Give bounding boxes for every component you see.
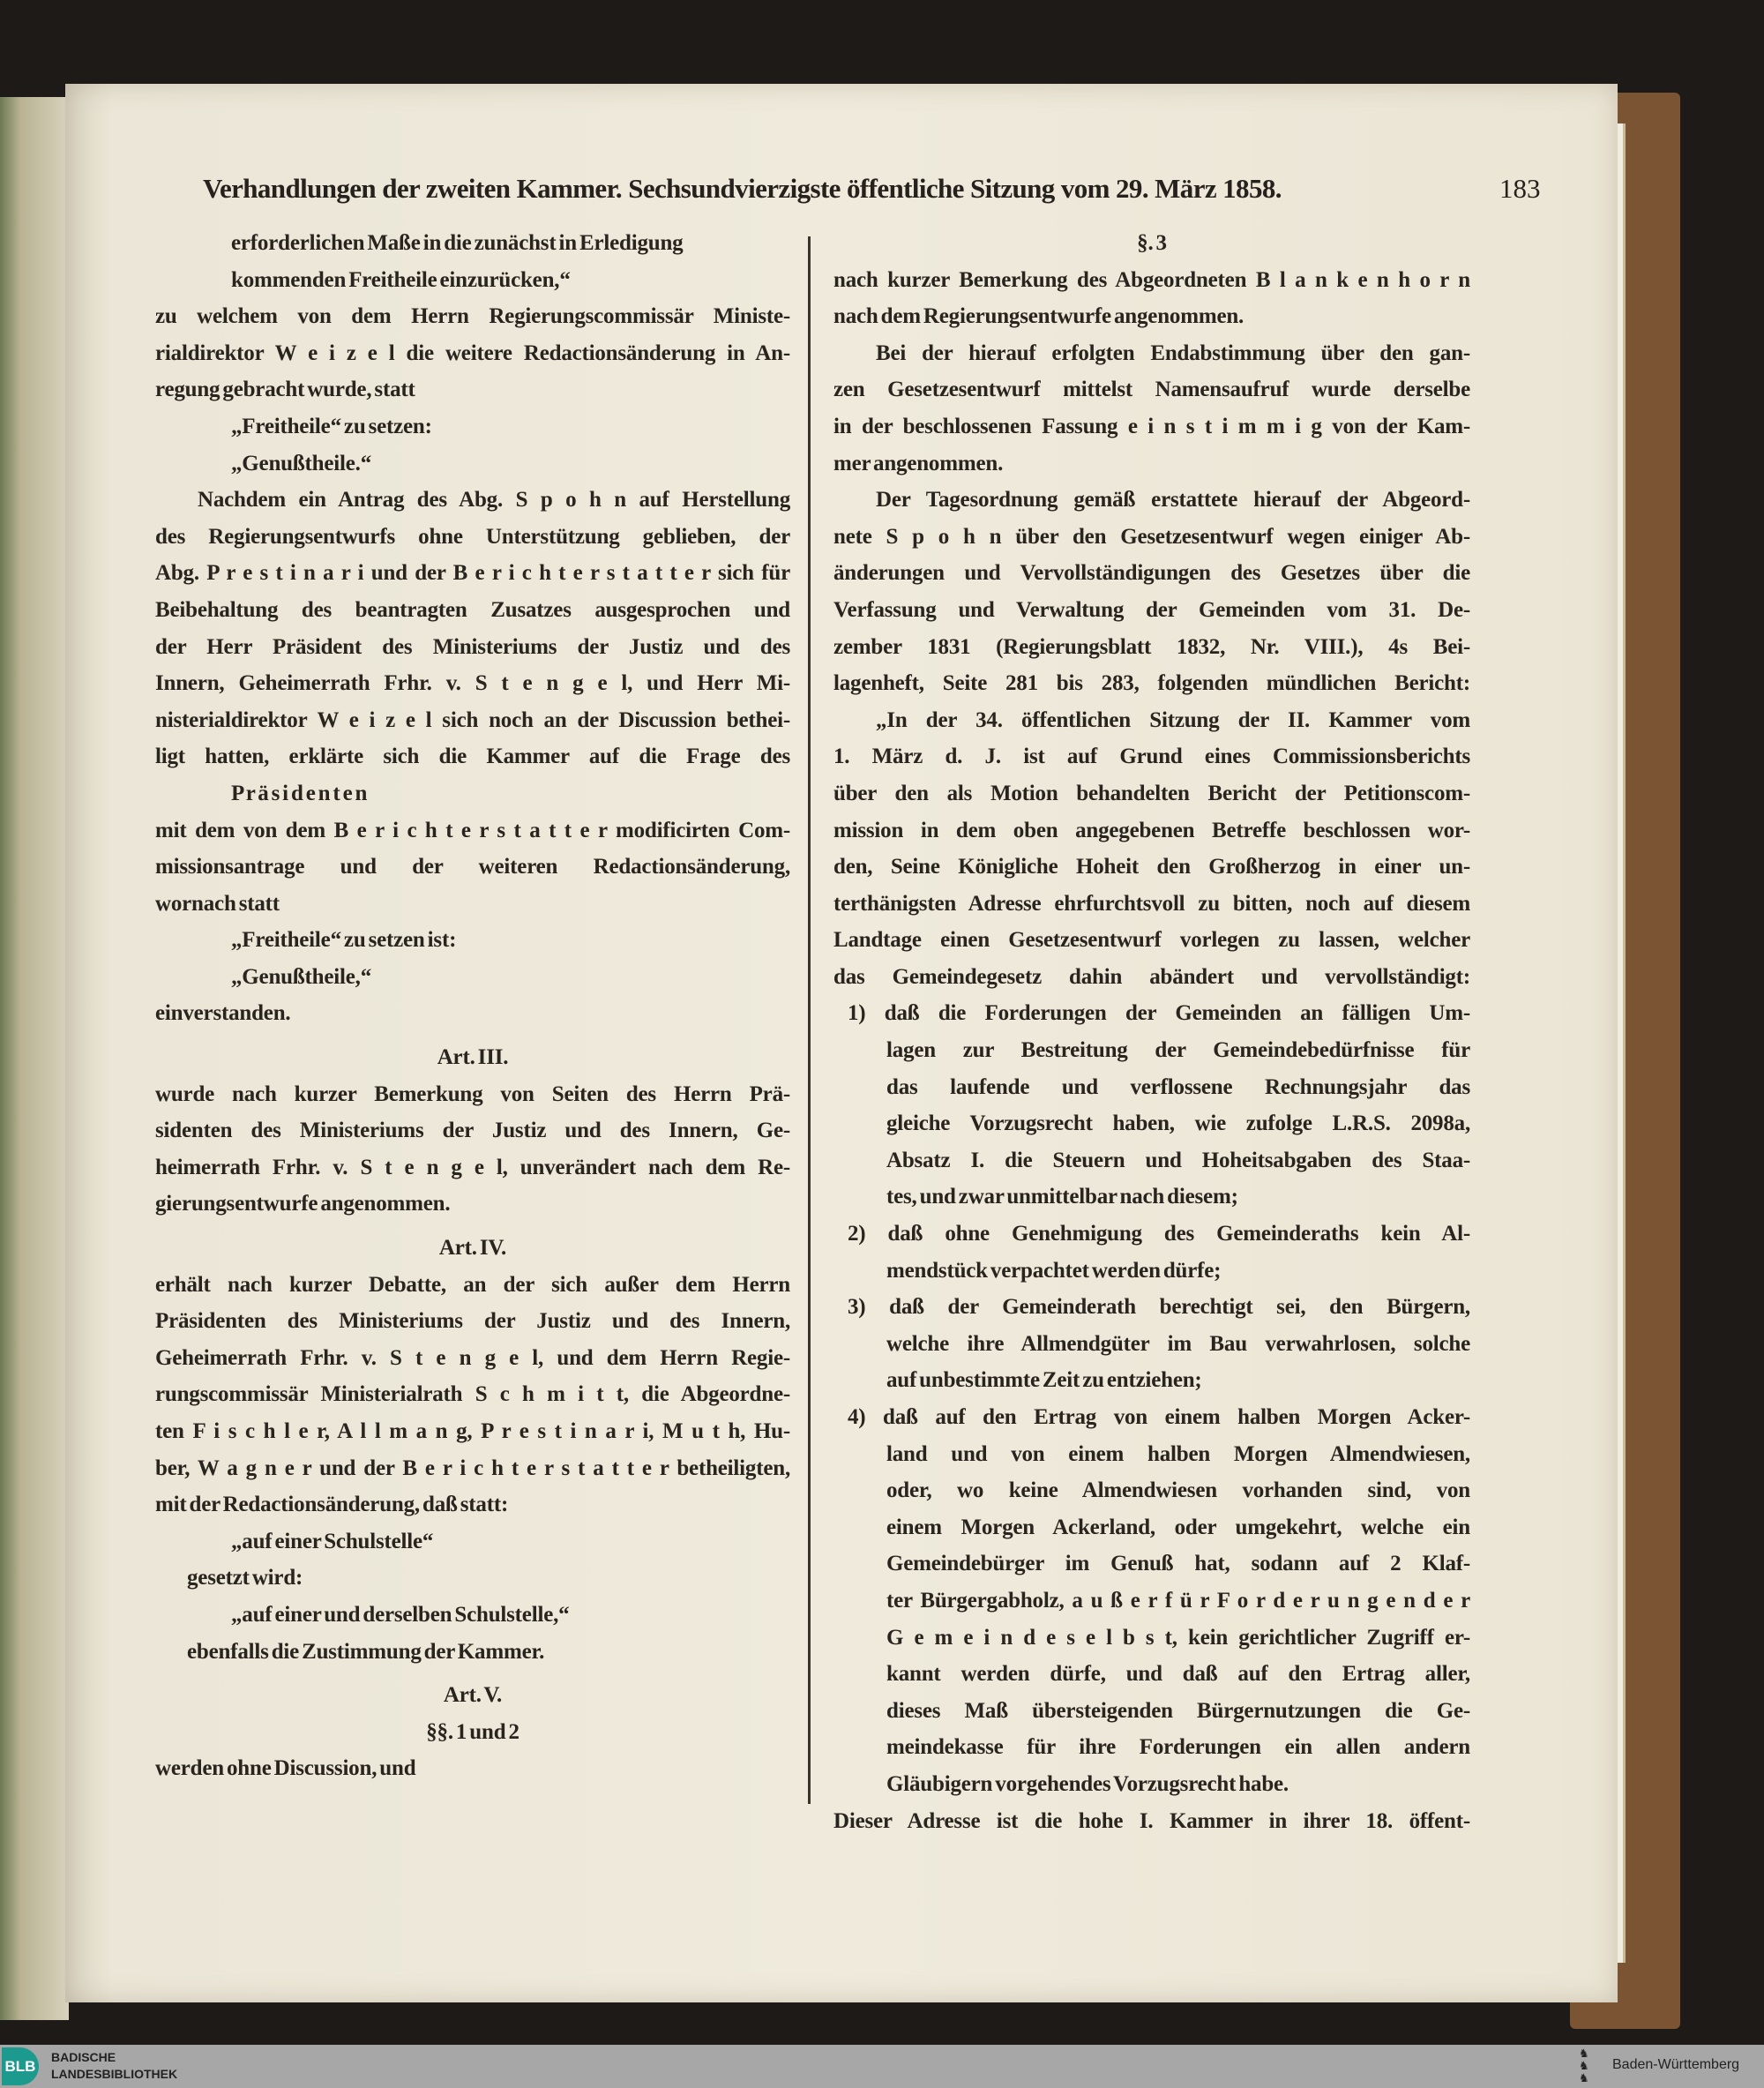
right-text-line: nete S p o h n über den Gesetzesentwurf wegen einiger Ab- [833, 524, 1470, 549]
right-text-line: zen Gesetzesentwurf mittelst Namensaufruf wurde derselbe [833, 378, 1470, 402]
running-title: Verhandlungen der zweiten Kammer. Sechsundvierzigste öffentliche Sitzung vom 29. März 1858. [203, 173, 1282, 204]
left-text-line: rialdirektor W e i z e l die weitere Redactionsänderung in An- [155, 341, 790, 365]
facing-page-edge [0, 97, 69, 2020]
right-text-line: mendstück verpachtet werden dürfe; [886, 1258, 1222, 1283]
footer-bar [0, 2045, 1764, 2088]
left-text-line: regung gebracht wurde, statt [155, 378, 415, 402]
left-text-line: ligt hatten, erklärte sich die Kammer auf die Frage des [155, 745, 790, 769]
right-text-line: gleiche Vorzugsrecht haben, wie zufolge L.R.S. 2098a, [886, 1111, 1470, 1136]
right-text-line: den, Seine Königliche Hoheit den Großherzog in einer un- [833, 855, 1470, 879]
left-text-line: „Genußtheile.“ [231, 451, 372, 475]
left-text-line: gesetzt wird: [187, 1566, 303, 1590]
left-column [155, 225, 790, 1787]
right-text-line: 3) daß der Gemeinderath berechtigt sei, den Bürgern, [848, 1295, 1470, 1320]
left-text-line: ber, W a g n e r und der B e r i c h t e r s t a t t e r betheiligten, [155, 1456, 790, 1480]
right-text-line: Dieser Adresse ist die hohe I. Kammer in ihrer 18. öffent- [833, 1808, 1470, 1833]
right-text-line: nach kurzer Bemerkung des Abgeordneten B l a n k e n h o r n [833, 267, 1470, 292]
right-text-line: nach dem Regierungsentwurfe angenommen. [833, 304, 1245, 329]
right-text-line: mer angenommen. [833, 451, 1004, 475]
left-text-line: Art. IV. [438, 1236, 507, 1261]
right-text-line: lagenheft, Seite 281 bis 283, folgenden mündlichen Bericht: [833, 671, 1470, 696]
right-text-line: ter Bürgergabholz, a u ß e r f ü r F o r d e r u n g e n d e r [886, 1588, 1470, 1613]
right-text-line: tes, und zwar unmittelbar nach diesem; [886, 1185, 1238, 1209]
right-text-line: einem Morgen Ackerland, oder umgekehrt, welche ein [886, 1515, 1470, 1539]
right-text-line: oder, wo keine Almendwiesen vorhanden sind, von [886, 1478, 1470, 1503]
left-text-line: ten F i s c h l e r, A l l m a n g, P r e s t i n a r i, M u t h, Hu- [155, 1419, 790, 1443]
right-text-line: änderungen und Vervollständigungen des Gesetzes über die [833, 561, 1470, 586]
left-text-line: heimerrath Frhr. v. S t e n g e l, unverändert nach dem Re- [155, 1155, 790, 1179]
left-text-line: missionsantrage und der weiteren Redactionsänderung, [155, 855, 790, 879]
left-text-line: der Herr Präsident des Ministeriums der Justiz und des [155, 634, 790, 659]
right-text-line: G e m e i n d e s e l b s t, kein gerichtlicher Zugriff er- [886, 1625, 1470, 1650]
left-text-line: sidenten des Ministeriums der Justiz und des Innern, Ge- [155, 1119, 790, 1143]
left-text-line: Geheimerrath Frhr. v. S t e n g e l, und dem Herrn Regie- [155, 1345, 790, 1370]
left-text-line: nisterialdirektor W e i z e l sich noch an der Discussion bethei- [155, 707, 790, 732]
left-text-line: Beibehaltung des beantragten Zusatzes ausgesprochen und [155, 597, 790, 622]
left-text-line: des Regierungsentwurfs ohne Unterstützung geblieben, der [155, 524, 790, 549]
right-text-line: §. 3 [1137, 231, 1167, 255]
right-text-line: das Gemeindegesetz dahin abändert und vervollständigt: [833, 964, 1470, 989]
left-text-line: Art. III. [437, 1045, 509, 1070]
right-text-line: Verfassung und Verwaltung der Gemeinden vom 31. De- [833, 597, 1470, 622]
right-text-line: Der Tagesordnung gemäß erstattete hierauf der Abgeord- [876, 488, 1470, 513]
left-text-line: §§. 1 und 2 [426, 1719, 519, 1744]
left-text-line: erhält nach kurzer Debatte, an der sich außer dem Herrn [155, 1272, 790, 1297]
left-text-line: gierungsentwurfe angenommen. [155, 1192, 451, 1216]
blb-logo[interactable]: BLB [2, 2047, 39, 2085]
left-text-line: wurde nach kurzer Bemerkung von Seiten des Herrn Prä- [155, 1081, 790, 1106]
left-text-line: „auf einer Schulstelle“ [231, 1529, 434, 1553]
left-text-line: „Freitheile“ zu setzen: [231, 414, 432, 438]
right-text-line: über den als Motion behandelten Bericht der Petitionscom- [833, 781, 1470, 805]
right-text-line: in der beschlossenen Fassung e i n s t i m m i g von der Kam- [833, 414, 1470, 438]
left-text-line: Innern, Geheimerrath Frhr. v. S t e n g e l, und Herr Mi- [155, 671, 790, 696]
right-text-line: 4) daß auf den Ertrag von einem halben Morgen Acker- [848, 1405, 1470, 1429]
right-text-line: Bei der hierauf erfolgten Endabstimmung über den gan- [876, 341, 1470, 365]
state-label[interactable]: Baden-Württemberg [1612, 2057, 1740, 2072]
right-text-line: 1) daß die Forderungen der Gemeinden an fälligen Um- [848, 1001, 1470, 1026]
right-text-line: 1. März d. J. ist auf Grund eines Commissionsberichts [833, 745, 1470, 769]
right-text-line: land und von einem halben Morgen Almendwiesen, [886, 1441, 1470, 1466]
column-divider [808, 236, 811, 1804]
right-text-line: terthänigsten Adresse ehrfurchtsvoll zu bitten, noch auf diesem [833, 891, 1470, 916]
left-text-line: mit der Redactionsänderung, daß statt: [155, 1493, 509, 1517]
page-number: 183 [1499, 173, 1541, 204]
right-text-line: lagen zur Bestreitung der Gemeindebedürfnisse für [886, 1038, 1470, 1063]
left-text-line: mit dem von dem B e r i c h t e r s t a t t e r modificirten Com- [155, 818, 790, 842]
left-text-line: wornach statt [155, 891, 280, 916]
right-text-line: zember 1831 (Regierungsblatt 1832, Nr. VIII.), 4s Bei- [833, 634, 1470, 659]
left-text-line: „Genußtheile,“ [231, 964, 372, 989]
right-text-line: das laufende und verflossene Rechnungsjahr das [886, 1074, 1470, 1099]
right-text-line: auf unbestimmte Zeit zu entziehen; [886, 1368, 1202, 1393]
left-text-line: „Freitheile“ zu setzen ist: [231, 928, 457, 953]
left-text-line: zu welchem von dem Herrn Regierungscommissär Ministe- [155, 304, 790, 329]
right-text-line: mission in dem oben angegebenen Betreffe beschlossen wor- [833, 818, 1470, 842]
left-text-line: rungscommissär Ministerialrath S c h m i t t, die Abgeordne- [155, 1382, 790, 1407]
library-name-line1: BADISCHE [51, 2050, 116, 2064]
left-text-line: Präsidenten des Ministeriums der Justiz und des Innern, [155, 1309, 790, 1334]
left-text-line: kommenden Freitheile einzurücken,“ [231, 267, 571, 292]
state-coat-of-arms-icon: ♞ ♞ ♞ [1579, 2047, 1589, 2084]
right-text-line: Gemeindebürger im Genuß hat, sodann auf 2 Klaf- [886, 1552, 1470, 1576]
left-text-line: einverstanden. [155, 1001, 291, 1026]
right-text-line: Absatz I. die Steuern und Hoheitsabgaben des Staa- [886, 1148, 1470, 1172]
left-text-line: ebenfalls die Zustimmung der Kammer. [187, 1639, 545, 1664]
right-text-line: welche ihre Allmendgüter im Bau verwahrlosen, solche [886, 1331, 1470, 1356]
left-text-line: P r ä s i d e n t e n [231, 781, 368, 805]
right-text-line: Landtage einen Gesetzesentwurf vorlegen zu lassen, welcher [833, 928, 1470, 953]
library-name[interactable] [51, 2049, 177, 2083]
right-text-line: kannt werden dürfe, und daß auf den Ertrag aller, [886, 1662, 1470, 1687]
library-name-line2: LANDESBIBLIOTHEK [51, 2067, 178, 2081]
right-column [833, 225, 1470, 1839]
right-text-line: „In der 34. öffentlichen Sitzung der II. Kammer vom [876, 707, 1470, 732]
right-text-line: 2) daß ohne Genehmigung des Gemeinderaths kein Al- [848, 1222, 1470, 1246]
right-text-line: meindekasse für ihre Forderungen ein allen andern [886, 1735, 1470, 1760]
left-text-line: „auf einer und derselben Schulstelle,“ [231, 1602, 570, 1627]
right-text-line: dieses Maß übersteigenden Bürgernutzungen die Ge- [886, 1698, 1470, 1723]
left-text-line: erforderlichen Maße in die zunächst in Erledigung [231, 231, 684, 255]
left-text-line: Art. V. [443, 1683, 503, 1708]
left-text-line: werden ohne Discussion, und [155, 1756, 416, 1781]
left-text-line: Nachdem ein Antrag des Abg. S p o h n auf Herstellung [198, 488, 790, 513]
left-text-line: Abg. P r e s t i n a r i und der B e r i c h t e r s t a t t e r sich für [155, 561, 790, 586]
right-text-line: Gläubigern vorgehendes Vorzugsrecht habe. [886, 1771, 1289, 1796]
